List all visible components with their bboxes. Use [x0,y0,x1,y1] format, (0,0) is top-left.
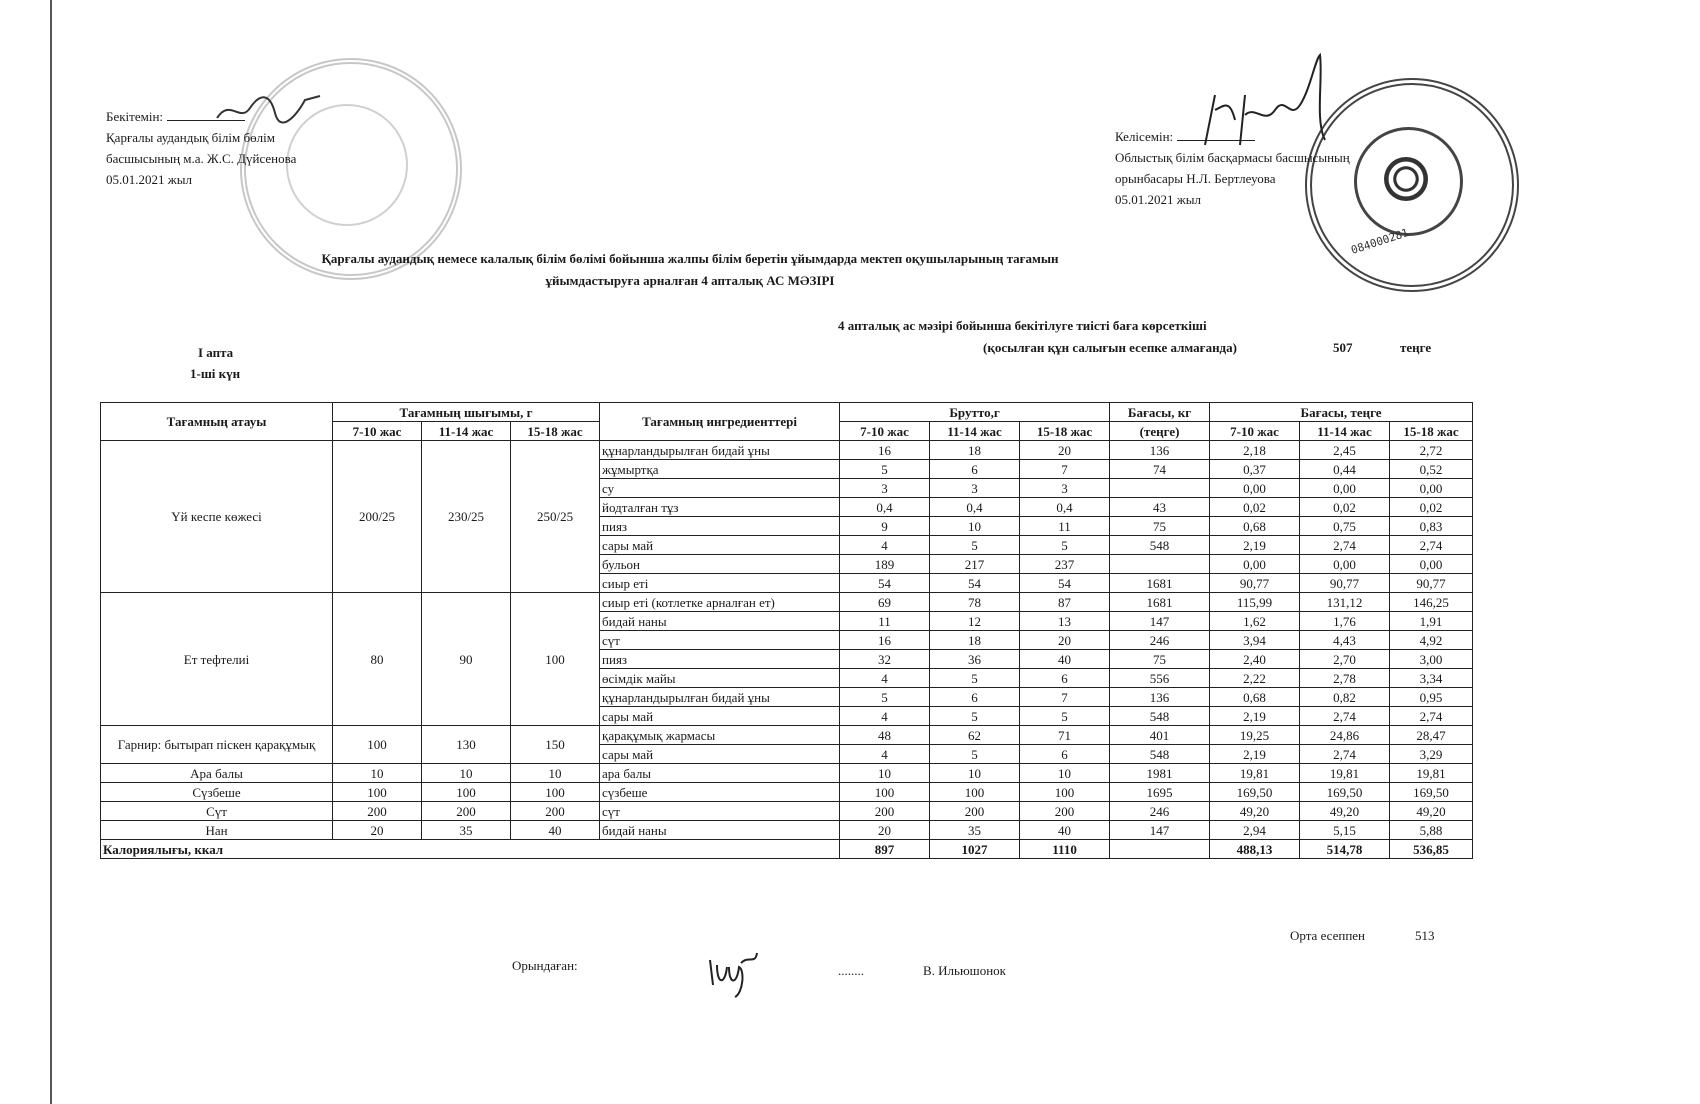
brutto-value: 10 [930,764,1020,783]
calorie-row [101,840,1473,859]
brutto-value: 100 [930,783,1020,802]
brutto-value: 20 [1020,631,1110,650]
dish-yield: 90 [422,593,511,726]
price-value: 0,02 [1390,498,1473,517]
price-value: 2,72 [1390,441,1473,460]
calorie-value: 1110 [1020,840,1110,859]
dish-yield: 40 [511,821,600,840]
brutto-value: 11 [840,612,930,631]
ingredient-name: құнарландырылған бидай ұны [600,688,840,707]
brutto-value: 6 [930,688,1020,707]
price-value: 49,20 [1390,802,1473,821]
dish-yield: 35 [422,821,511,840]
menu-table-body [101,441,1473,840]
brutto-value: 4 [840,669,930,688]
dish-yield: 200 [511,802,600,821]
price-value: 1,91 [1390,612,1473,631]
ingredient-name: өсімдік майы [600,669,840,688]
brutto-value: 16 [840,441,930,460]
dish-yield: 100 [422,783,511,802]
executor-name: В. Ильюшонок [923,963,1006,978]
brutto-value: 200 [840,802,930,821]
ingredient-name: ара балы [600,764,840,783]
price-value: 19,25 [1210,726,1300,745]
price-value: 2,18 [1210,441,1300,460]
ingredient-name: пияз [600,650,840,669]
price-value: 0,82 [1300,688,1390,707]
brutto-value: 237 [1020,555,1110,574]
ingredient-name: сиыр еті (котлетке арналған ет) [600,593,840,612]
title-line2: ұйымдастыруға арналған 4 апталық АС МӘЗІРІ [545,273,835,288]
dish-yield: 10 [511,764,600,783]
price-value: 2,74 [1300,707,1390,726]
price-indicator-value: 507 [1333,340,1353,355]
dish-name: Сүзбеше [101,783,333,802]
header-age: 7-10 жас [333,422,422,441]
price-value: 49,20 [1210,802,1300,821]
approve-date: 05.01.2021 жыл [106,172,192,187]
executor-dots: ........ [838,963,864,978]
ingredient-name: бидай наны [600,821,840,840]
brutto-value: 6 [930,460,1020,479]
header-price-kg-unit: (теңге) [1110,422,1210,441]
ingredient-row [101,821,1473,840]
calorie-value: 1027 [930,840,1020,859]
brutto-value: 100 [1020,783,1110,802]
brutto-value: 0,4 [1020,498,1110,517]
dish-yield: 200 [422,802,511,821]
header-ingredients: Тағамның ингредиенттері [600,403,840,441]
header-age: 15-18 жас [511,422,600,441]
dish-yield: 230/25 [422,441,511,593]
price-per-kg: 1981 [1110,764,1210,783]
dish-name: Үй кеспе көжесі [101,441,333,593]
dish-yield: 200 [333,802,422,821]
price-value: 169,50 [1390,783,1473,802]
brutto-value: 20 [840,821,930,840]
brutto-value: 217 [930,555,1020,574]
brutto-value: 20 [1020,441,1110,460]
price-value: 28,47 [1390,726,1473,745]
dish-yield: 130 [422,726,511,764]
price-value: 4,92 [1390,631,1473,650]
ingredient-name: сүт [600,631,840,650]
price-value: 4,43 [1300,631,1390,650]
agree-label: Келісемін: [1115,129,1174,144]
total-price: 536,85 [1390,840,1473,859]
brutto-value: 40 [1020,821,1110,840]
price-value: 19,81 [1210,764,1300,783]
price-value: 3,94 [1210,631,1300,650]
dish-name: Ет тефтелиі [101,593,333,726]
price-value: 0,00 [1300,479,1390,498]
agree-block [1115,126,1350,210]
brutto-value: 189 [840,555,930,574]
price-value: 2,74 [1300,536,1390,555]
ingredient-name: йодталған тұз [600,498,840,517]
price-value: 0,75 [1300,517,1390,536]
price-value: 3,34 [1390,669,1473,688]
executor-signature [705,945,765,1000]
header-price-kg: Бағасы, кг [1110,403,1210,422]
price-indicator-line1: 4 апталық ас мәзірі бойынша бекітілуге тиісті баға көрсеткіші [838,318,1207,333]
price-value: 0,37 [1210,460,1300,479]
header-price-tenge: Бағасы, теңге [1210,403,1473,422]
brutto-value: 5 [930,707,1020,726]
dish-yield: 200/25 [333,441,422,593]
price-value: 2,74 [1390,536,1473,555]
price-value: 0,52 [1390,460,1473,479]
brutto-value: 7 [1020,460,1110,479]
price-per-kg: 136 [1110,441,1210,460]
price-value: 0,95 [1390,688,1473,707]
price-value: 5,15 [1300,821,1390,840]
price-value: 115,99 [1210,593,1300,612]
title-line1: Қарғалы аудандық немесе калалық білім бөлімі бойынша жалпы білім беретін ұйымдарда мектеп оқушыларының тағамын [321,251,1059,266]
brutto-value: 0,4 [930,498,1020,517]
ingredient-name: сары май [600,536,840,555]
brutto-value: 62 [930,726,1020,745]
brutto-value: 7 [1020,688,1110,707]
price-per-kg: 1695 [1110,783,1210,802]
average-value: 513 [1415,928,1435,943]
price-indicator-line2: (қосылған құн салығын есепке алмағанда) [983,340,1237,355]
price-value: 1,62 [1210,612,1300,631]
dish-name: Сүт [101,802,333,821]
price-value: 169,50 [1210,783,1300,802]
brutto-value: 78 [930,593,1020,612]
dish-name: Нан [101,821,333,840]
brutto-value: 69 [840,593,930,612]
price-value: 2,40 [1210,650,1300,669]
price-per-kg: 147 [1110,821,1210,840]
brutto-value: 87 [1020,593,1110,612]
ingredient-name: пияз [600,517,840,536]
price-value: 2,78 [1300,669,1390,688]
brutto-value: 10 [840,764,930,783]
header-age: 11-14 жас [1300,422,1390,441]
price-value: 0,83 [1390,517,1473,536]
calorie-label: Калориялығы, ккал [101,840,840,859]
price-per-kg [1110,479,1210,498]
price-value: 90,77 [1300,574,1390,593]
brutto-value: 0,4 [840,498,930,517]
dish-yield: 100 [511,593,600,726]
price-per-kg: 75 [1110,517,1210,536]
price-value: 49,20 [1300,802,1390,821]
brutto-value: 5 [840,460,930,479]
ingredient-name: бульон [600,555,840,574]
menu-table [100,402,1473,859]
price-value: 2,19 [1210,536,1300,555]
ingredient-name: сары май [600,745,840,764]
brutto-value: 100 [840,783,930,802]
header-age: 15-18 жас [1020,422,1110,441]
brutto-value: 9 [840,517,930,536]
brutto-value: 200 [930,802,1020,821]
brutto-value: 6 [1020,745,1110,764]
price-value: 2,19 [1210,707,1300,726]
ingredient-name: қарақұмық жармасы [600,726,840,745]
price-value: 0,68 [1210,517,1300,536]
price-value: 90,77 [1390,574,1473,593]
brutto-value: 3 [840,479,930,498]
price-value: 3,29 [1390,745,1473,764]
price-value: 2,94 [1210,821,1300,840]
dish-name: Гарнир: бытырап піскен қарақұмық [101,726,333,764]
dish-yield: 80 [333,593,422,726]
approve-label: Бекітемін: [106,109,164,124]
seal-code: 084000281 [1349,226,1411,257]
calorie-price-kg [1110,840,1210,859]
brutto-value: 4 [840,536,930,555]
week-label: I апта [198,345,234,360]
dish-name: Ара балы [101,764,333,783]
price-per-kg: 548 [1110,707,1210,726]
price-per-kg: 246 [1110,802,1210,821]
brutto-value: 71 [1020,726,1110,745]
approve-line1: Қарғалы аудандық білім бөлім [106,130,275,145]
brutto-value: 35 [930,821,1020,840]
brutto-value: 5 [930,745,1020,764]
price-value: 0,44 [1300,460,1390,479]
dish-yield: 250/25 [511,441,600,593]
brutto-value: 6 [1020,669,1110,688]
brutto-value: 16 [840,631,930,650]
ingredient-name: жұмыртқа [600,460,840,479]
brutto-value: 32 [840,650,930,669]
brutto-value: 48 [840,726,930,745]
price-per-kg: 136 [1110,688,1210,707]
brutto-value: 10 [930,517,1020,536]
approve-line2: басшысының м.а. Ж.С. Дүйсенова [106,151,297,166]
price-value: 2,19 [1210,745,1300,764]
price-value: 0,00 [1210,555,1300,574]
agree-line1: Облыстық білім басқармасы басшысының [1115,150,1350,165]
ingredient-name: сиыр еті [600,574,840,593]
brutto-value: 3 [930,479,1020,498]
average-label: Орта есеппен [1290,928,1366,943]
ingredient-name: су [600,479,840,498]
price-value: 2,74 [1390,707,1473,726]
price-value: 146,25 [1390,593,1473,612]
brutto-value: 4 [840,707,930,726]
price-value: 19,81 [1300,764,1390,783]
brutto-value: 11 [1020,517,1110,536]
brutto-value: 3 [1020,479,1110,498]
price-value: 0,68 [1210,688,1300,707]
price-per-kg: 1681 [1110,574,1210,593]
scan-edge-line [50,0,52,1104]
header-age: 7-10 жас [1210,422,1300,441]
header-age: 11-14 жас [422,422,511,441]
price-per-kg: 43 [1110,498,1210,517]
brutto-value: 5 [930,536,1020,555]
ingredient-name: бидай наны [600,612,840,631]
price-value: 0,00 [1210,479,1300,498]
price-value: 0,02 [1300,498,1390,517]
price-per-kg: 548 [1110,536,1210,555]
ingredient-row [101,802,1473,821]
brutto-value: 5 [930,669,1020,688]
ingredient-row [101,726,1473,745]
price-per-kg: 548 [1110,745,1210,764]
agree-date: 05.01.2021 жыл [1115,192,1201,207]
dish-yield: 100 [511,783,600,802]
ingredient-row [101,764,1473,783]
dish-yield: 100 [333,783,422,802]
dish-yield: 10 [333,764,422,783]
brutto-value: 18 [930,631,1020,650]
price-value: 0,00 [1390,479,1473,498]
price-per-kg: 75 [1110,650,1210,669]
brutto-value: 54 [1020,574,1110,593]
price-per-kg: 401 [1110,726,1210,745]
header-brutto: Брутто,г [840,403,1110,422]
dish-yield: 10 [422,764,511,783]
ingredient-name: сүзбеше [600,783,840,802]
header-age: 15-18 жас [1390,422,1473,441]
header-age: 11-14 жас [930,422,1020,441]
ingredient-name: сүт [600,802,840,821]
header-age: 7-10 жас [840,422,930,441]
price-value: 90,77 [1210,574,1300,593]
total-price: 514,78 [1300,840,1390,859]
calorie-value: 897 [840,840,930,859]
brutto-value: 36 [930,650,1020,669]
brutto-value: 10 [1020,764,1110,783]
header-yield: Тағамның шығымы, г [333,403,600,422]
price-value: 0,00 [1390,555,1473,574]
price-per-kg: 556 [1110,669,1210,688]
price-indicator-unit: теңге [1400,340,1432,355]
price-value: 19,81 [1390,764,1473,783]
executor-label: Орындаған: [512,958,578,973]
price-per-kg: 1681 [1110,593,1210,612]
brutto-value: 12 [930,612,1020,631]
price-value: 2,70 [1300,650,1390,669]
dish-yield: 150 [511,726,600,764]
total-price: 488,13 [1210,840,1300,859]
price-value: 2,74 [1300,745,1390,764]
approve-block [106,106,296,190]
document-title [190,248,1190,292]
price-value: 169,50 [1300,783,1390,802]
ingredient-name: құнарландырылған бидай ұны [600,441,840,460]
brutto-value: 40 [1020,650,1110,669]
price-value: 0,00 [1300,555,1390,574]
price-value: 1,76 [1300,612,1390,631]
price-value: 2,22 [1210,669,1300,688]
price-value: 5,88 [1390,821,1473,840]
price-per-kg [1110,555,1210,574]
price-per-kg: 147 [1110,612,1210,631]
brutto-value: 200 [1020,802,1110,821]
brutto-value: 54 [930,574,1020,593]
price-value: 24,86 [1300,726,1390,745]
day-label: 1-ші күн [190,366,241,381]
brutto-value: 18 [930,441,1020,460]
ingredient-row [101,441,1473,460]
brutto-value: 5 [840,688,930,707]
brutto-value: 13 [1020,612,1110,631]
price-per-kg: 246 [1110,631,1210,650]
brutto-value: 4 [840,745,930,764]
ingredient-row [101,783,1473,802]
price-value: 2,45 [1300,441,1390,460]
brutto-value: 54 [840,574,930,593]
price-per-kg: 74 [1110,460,1210,479]
ingredient-row [101,593,1473,612]
header-dish: Тағамның атауы [101,403,333,441]
agree-line2: орынбасары Н.Л. Бертлеуова [1115,171,1276,186]
price-value: 3,00 [1390,650,1473,669]
brutto-value: 5 [1020,536,1110,555]
brutto-value: 5 [1020,707,1110,726]
ingredient-name: сары май [600,707,840,726]
price-value: 131,12 [1300,593,1390,612]
dish-yield: 20 [333,821,422,840]
dish-yield: 100 [333,726,422,764]
price-value: 0,02 [1210,498,1300,517]
